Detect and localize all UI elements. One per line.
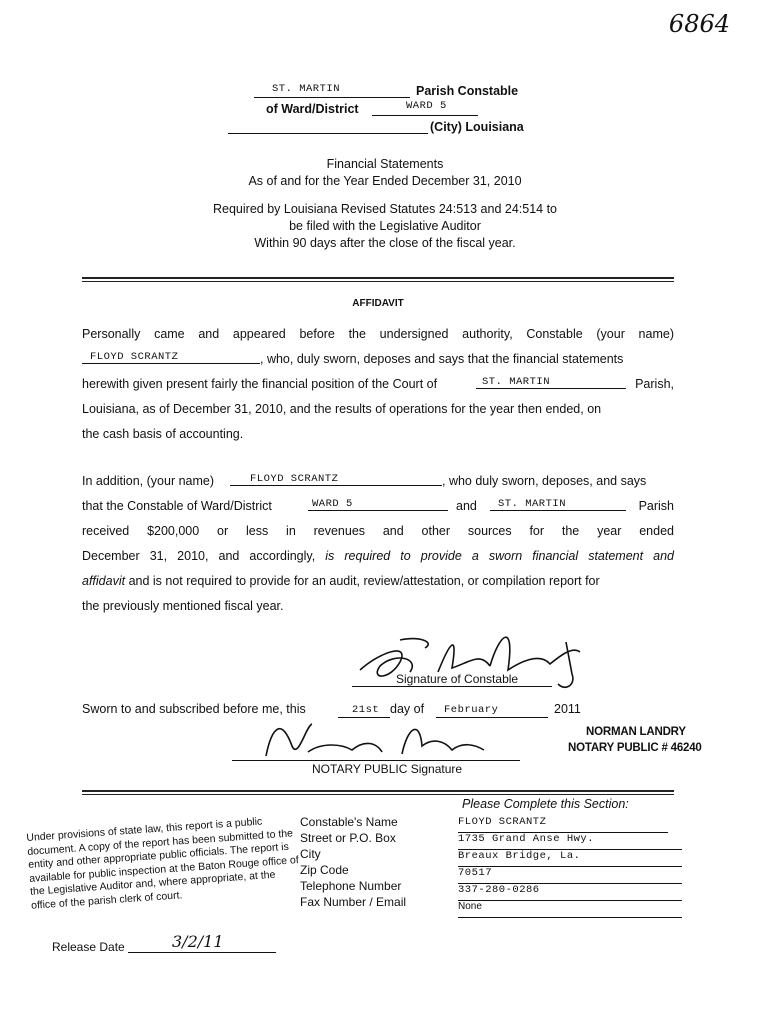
value-zip: 70517 [458, 867, 682, 884]
release-date-label: Release Date [52, 940, 125, 954]
notary-signature-image [252, 716, 492, 766]
sworn-month: February [444, 704, 499, 716]
value-city: Breaux Bridge, La. [458, 850, 682, 867]
title-line1: Financial Statements [326, 157, 444, 171]
ward-value: WARD 5 [406, 100, 447, 112]
requirement-line2: be filed with the Legislative Auditor [289, 219, 481, 233]
requirement-line3: Within 90 days after the close of the fiscal year. [254, 236, 516, 250]
p2-line5-b: and is not required to provide for an audit, review/attestation, or compilation report for [128, 574, 600, 588]
header-city-row [228, 119, 548, 137]
p2-line1-end: , who duly sworn, deposes, and says [442, 474, 647, 488]
sworn-text: Sworn to and subscribed before me, this [82, 702, 306, 716]
header-parish-row [254, 83, 554, 101]
p1-line2-text: , who, duly sworn, deposes and says that the financial statements [260, 352, 624, 366]
value-telephone: 337-280-0286 [458, 884, 682, 901]
p1-line2 [82, 347, 674, 372]
p2-line4-b: is required to provide a sworn financial statement and [325, 549, 674, 563]
notary-name: NORMAN LANDRY [586, 726, 686, 738]
affidavit-heading: AFFIDAVIT [352, 298, 404, 309]
p2-ward-value: WARD 5 [312, 498, 353, 510]
title-line2: As of and for the Year Ended December 31, 2010 [248, 174, 522, 188]
title-block [100, 156, 670, 252]
label-city: City [300, 847, 321, 861]
p2-line2 [82, 494, 674, 519]
p2-and: and [456, 499, 477, 513]
affidavit-paragraph-2 [82, 469, 674, 619]
label-zip: Zip Code [300, 863, 349, 877]
divider-bottom [82, 790, 674, 795]
constable-signature-label: Signature of Constable [396, 672, 519, 686]
p1-line4: Louisiana, as of December 31, 2010, and the results of operations for the year then ended, on [82, 402, 602, 416]
sworn-day: 21st [352, 704, 380, 716]
release-date-row [52, 932, 292, 958]
label-constable-name: Constable's Name [300, 815, 398, 829]
p2-line5 [82, 569, 674, 594]
p1-constable-name: FLOYD SCRANTZ [90, 351, 179, 363]
p1-parish-value: ST. MARTIN [482, 376, 551, 388]
p2-constable-name: FLOYD SCRANTZ [250, 473, 339, 485]
sworn-day-of: day of [390, 702, 425, 716]
p2-line1-text: In addition, (your name) [82, 474, 215, 488]
p1-line3 [82, 372, 674, 397]
divider-top [82, 277, 674, 282]
p2-parish-value: ST. MARTIN [498, 498, 567, 510]
p2-line4 [82, 544, 674, 569]
label-street: Street or P.O. Box [300, 831, 396, 845]
public-notice: Under provisions of state law, this report is a public document. A copy of the report has been submitted to the entity and other appropriate public officials. The report is available for public inspection at the Baton Rouge office of the Legislative Auditor and, where appropriate, at the office of the parish clerk of court. [26, 815, 300, 912]
parish-value: ST. MARTIN [272, 83, 341, 95]
notary-signature-label: NOTARY PUBLIC Signature [312, 762, 463, 776]
p2-line5-a: affidavit [82, 574, 126, 588]
p2-line2-text: that the Constable of Ward/District [82, 499, 272, 513]
p2-line1 [82, 469, 674, 494]
header-ward-row [266, 101, 566, 119]
notary-id: NOTARY PUBLIC # 46240 [568, 742, 702, 754]
affidavit-paragraph-1 [82, 322, 674, 447]
p2-parish-word: Parish [638, 499, 674, 513]
contact-labels [300, 814, 406, 910]
ward-label: of Ward/District [266, 102, 359, 116]
label-telephone: Telephone Number [300, 879, 402, 893]
p1-parish-word: Parish, [635, 377, 674, 391]
p2-line6: the previously mentioned fiscal year. [82, 599, 284, 613]
release-date-value: 3/2/11 [172, 932, 224, 951]
p1-line5: the cash basis of accounting. [82, 427, 244, 441]
p2-line3: received $200,000 or less in revenues and other sources for the year ended [82, 524, 674, 538]
p1-line3-text: herewith given present fairly the financial position of the Court of [82, 377, 438, 391]
p2-line4-a: December 31, 2010, and accordingly, [82, 549, 316, 563]
p1-line1: Personally came and appeared before the undersigned authority, Constable (your name) [82, 327, 674, 341]
contact-values [458, 816, 682, 918]
contact-section-title: Please Complete this Section: [462, 797, 629, 811]
parish-constable-label: Parish Constable [416, 84, 519, 98]
value-fax-email: None [458, 901, 682, 918]
city-label: (City) Louisiana [430, 120, 524, 134]
sworn-year: 2011 [554, 702, 581, 716]
value-constable-name: FLOYD SCRANTZ [458, 816, 668, 833]
value-street: 1735 Grand Anse Hwy. [458, 833, 682, 850]
label-fax-email: Fax Number / Email [300, 895, 407, 909]
document-number: 6864 [668, 10, 730, 38]
requirement-line1: Required by Louisiana Revised Statutes 24:513 and 24:514 to [213, 202, 557, 216]
